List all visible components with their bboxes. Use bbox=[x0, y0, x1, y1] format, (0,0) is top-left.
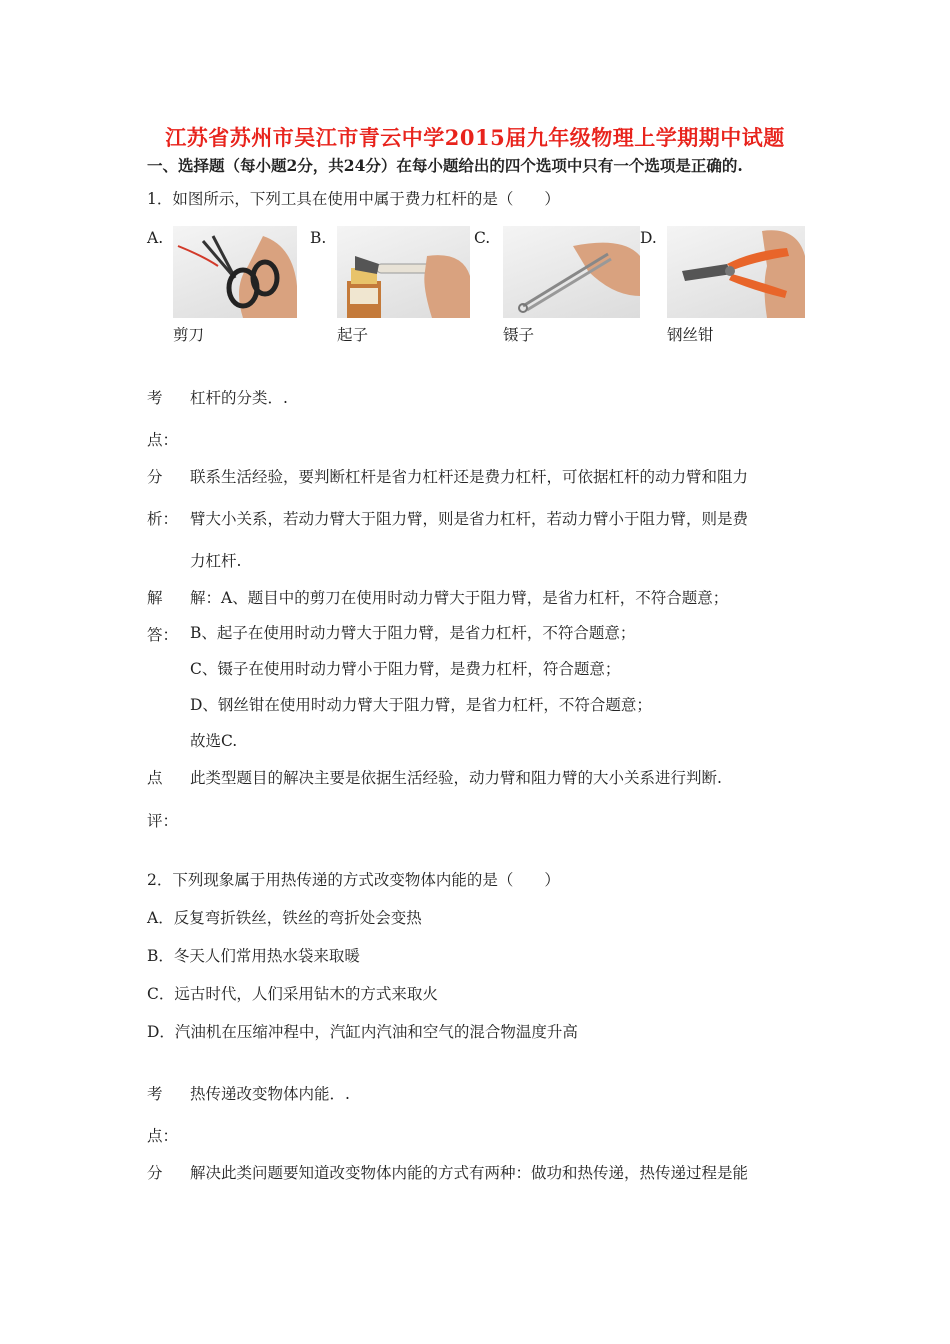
q2-kaodian-label-1: 考 bbox=[147, 1085, 163, 1103]
q1-jieda-label-1: 解 bbox=[147, 589, 163, 607]
q1-option-a-caption: 剪刀 bbox=[173, 326, 205, 344]
q1-fenxi-line: 臂大小关系，若动力臂大于阻力臂，则是省力杠杆，若动力臂小于阻力臂，则是费 bbox=[190, 510, 749, 528]
q2-fenxi-text: 解决此类问题要知道改变物体内能的方式有两种：做功和热传递，热传递过程是能 bbox=[190, 1164, 749, 1182]
q2-option: D．汽油机在压缩冲程中，汽缸内汽油和空气的混合物温度升高 bbox=[147, 1023, 578, 1041]
q2-option: B．冬天人们常用热水袋来取暖 bbox=[147, 947, 360, 965]
pliers-photo bbox=[667, 226, 805, 318]
q1-option-b-caption: 起子 bbox=[337, 326, 369, 344]
q1-jieda-line: D、钢丝钳在使用时动力臂大于阻力臂，是省力杠杆，不符合题意； bbox=[190, 696, 652, 714]
q2-kaodian-text: 热传递改变物体内能．. bbox=[190, 1085, 350, 1103]
q1-jieda-line: C、镊子在使用时动力臂小于阻力臂，是费力杠杆，符合题意； bbox=[190, 660, 621, 678]
q1-option-c-caption: 镊子 bbox=[503, 326, 535, 344]
tweezers-photo bbox=[503, 226, 640, 318]
q1-kaodian-label-1: 考 bbox=[147, 389, 163, 407]
q1-fenxi-label-1: 分 bbox=[147, 468, 163, 486]
q1-stem: 1．如图所示，下列工具在使用中属于费力杠杆的是（ ） bbox=[147, 190, 560, 208]
q1-jieda-line: 解：A、题目中的剪刀在使用时动力臂大于阻力臂，是省力杠杆，不符合题意； bbox=[190, 589, 729, 607]
q1-kaodian-label-2: 点： bbox=[147, 431, 179, 449]
q1-option-d-caption: 钢丝钳 bbox=[667, 326, 714, 344]
q1-fenxi-label-2: 析： bbox=[147, 510, 179, 528]
q1-fenxi-line: 力杠杆. bbox=[190, 552, 242, 570]
q1-jieda-label-2: 答： bbox=[147, 626, 179, 644]
document-title: 江苏省苏州市吴江市青云中学2015届九年级物理上学期期中试题 bbox=[165, 125, 785, 150]
q2-stem: 2．下列现象属于用热传递的方式改变物体内能的是（ ） bbox=[147, 871, 560, 889]
section-heading: 一、选择题（每小题2分，共24分）在每小题给出的四个选项中只有一个选项是正确的. bbox=[147, 156, 743, 175]
q1-jieda-line: 故选C. bbox=[190, 732, 238, 750]
q1-option-c-letter: C. bbox=[474, 229, 491, 247]
q1-option-d-letter: D. bbox=[640, 229, 657, 247]
q1-dianping-text: 此类型题目的解决主要是依据生活经验，动力臂和阻力臂的大小关系进行判断. bbox=[190, 769, 722, 787]
q1-jieda-line: B、起子在使用时动力臂大于阻力臂，是省力杠杆，不符合题意； bbox=[190, 624, 636, 642]
scissors-photo bbox=[173, 226, 297, 318]
q1-fenxi-line: 联系生活经验，要判断杠杆是省力杠杆还是费力杠杆，可依据杠杆的动力臂和阻力 bbox=[190, 468, 749, 486]
q2-option: C．远古时代，人们采用钻木的方式来取火 bbox=[147, 985, 438, 1003]
q2-fenxi-label-1: 分 bbox=[147, 1164, 163, 1182]
bottle-opener-photo bbox=[337, 226, 470, 318]
q1-option-b-letter: B. bbox=[310, 229, 327, 247]
q1-dianping-label-2: 评： bbox=[147, 812, 179, 830]
q2-kaodian-label-2: 点： bbox=[147, 1127, 179, 1145]
q1-kaodian-text: 杠杆的分类．. bbox=[190, 389, 288, 407]
q1-option-a-letter: A. bbox=[147, 229, 164, 247]
q1-dianping-label-1: 点 bbox=[147, 769, 163, 787]
q2-option: A．反复弯折铁丝，铁丝的弯折处会变热 bbox=[147, 909, 422, 927]
